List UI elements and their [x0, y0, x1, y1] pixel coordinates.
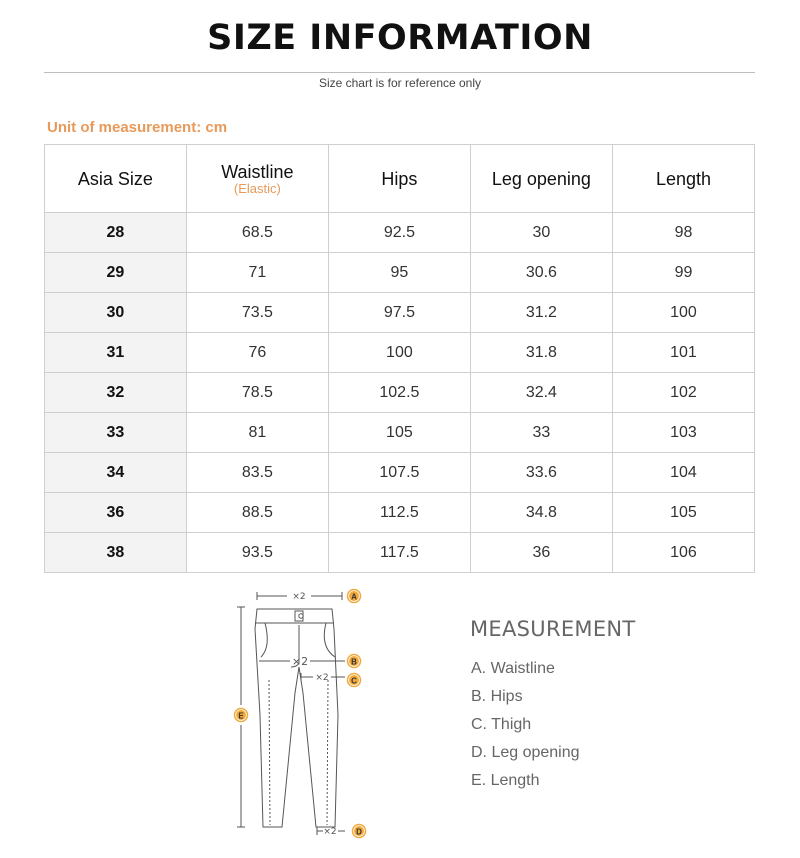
reference-note: Size chart is for reference only	[318, 76, 482, 90]
size-cell: 36	[45, 493, 187, 533]
multiplier-label: ×2	[292, 592, 306, 602]
multiplier-label: ×2	[315, 673, 329, 683]
table-cell: 107.5	[328, 453, 470, 493]
marker-c	[348, 674, 361, 687]
col-header-leg-opening	[470, 145, 612, 213]
table-row	[45, 373, 755, 413]
table-cell: 34.8	[470, 493, 612, 533]
size-table	[44, 144, 755, 573]
table-cell: 30.6	[470, 253, 612, 293]
size-cell: 30	[45, 293, 187, 333]
table-cell: 76	[186, 333, 328, 373]
table-cell: 30	[470, 213, 612, 253]
table-header-row	[45, 145, 755, 213]
col-header-label: Asia Size	[77, 168, 153, 189]
col-header-waistline	[186, 145, 328, 213]
unit-label: Unit of measurement: cm	[47, 119, 228, 136]
col-header-length	[612, 145, 754, 213]
table-cell: 100	[612, 293, 754, 333]
table-cell: 100	[328, 333, 470, 373]
marker-b	[348, 655, 361, 668]
col-header-hips	[328, 145, 470, 213]
table-cell: 103	[612, 413, 754, 453]
title-divider	[44, 72, 755, 73]
marker-label: B	[351, 657, 357, 667]
size-cell: 38	[45, 533, 187, 573]
table-cell: 73.5	[186, 293, 328, 333]
marker-label: C	[351, 676, 357, 686]
table-cell: 71	[186, 253, 328, 293]
table-cell: 97.5	[328, 293, 470, 333]
table-row	[45, 213, 755, 253]
list-item: E. Length	[471, 772, 540, 789]
table-cell: 105	[328, 413, 470, 453]
size-cell: 32	[45, 373, 187, 413]
table-cell: 102.5	[328, 373, 470, 413]
table-cell: 31.8	[470, 333, 612, 373]
table-cell: 31.2	[470, 293, 612, 333]
table-cell: 117.5	[328, 533, 470, 573]
col-header-label: Hips	[381, 168, 418, 189]
table-cell: 112.5	[328, 493, 470, 533]
size-cell: 34	[45, 453, 187, 493]
size-cell: 31	[45, 333, 187, 373]
table-cell: 78.5	[186, 373, 328, 413]
col-header-label: Leg opening	[491, 168, 591, 189]
col-header-label: Waistline	[221, 161, 294, 182]
marker-label: D	[356, 827, 362, 837]
table-cell: 105	[612, 493, 754, 533]
table-cell: 83.5	[186, 453, 328, 493]
measurement-title: MEASUREMENT	[470, 617, 636, 641]
col-header-label: Length	[655, 168, 711, 189]
marker-e	[235, 709, 248, 722]
table-row	[45, 333, 755, 373]
size-cell: 29	[45, 253, 187, 293]
marker-a	[348, 590, 361, 603]
table-cell: 68.5	[186, 213, 328, 253]
table-cell: 101	[612, 333, 754, 373]
col-header-note: (Elastic)	[233, 180, 281, 196]
list-item: A. Waistline	[471, 660, 555, 677]
table-cell: 104	[612, 453, 754, 493]
table-row	[45, 413, 755, 453]
table-cell: 81	[186, 413, 328, 453]
list-item: D. Leg opening	[471, 744, 580, 761]
multiplier-label: ×2	[291, 655, 309, 668]
table-cell: 32.4	[470, 373, 612, 413]
size-cell: 33	[45, 413, 187, 453]
table-cell: 95	[328, 253, 470, 293]
list-item: C. Thigh	[471, 716, 532, 733]
table-row	[45, 533, 755, 573]
table-row	[45, 253, 755, 293]
table-cell: 102	[612, 373, 754, 413]
table-cell: 99	[612, 253, 754, 293]
table-cell: 88.5	[186, 493, 328, 533]
table-cell: 33	[470, 413, 612, 453]
table-row	[45, 493, 755, 533]
table-cell: 106	[612, 533, 754, 573]
table-cell: 92.5	[328, 213, 470, 253]
table-row	[45, 293, 755, 333]
size-cell: 28	[45, 213, 187, 253]
marker-label: A	[351, 592, 357, 602]
marker-d	[353, 825, 366, 838]
measurement-legend	[471, 658, 580, 798]
list-item: B. Hips	[471, 688, 523, 705]
marker-label: E	[238, 711, 244, 721]
table-cell: 36	[470, 533, 612, 573]
col-header-asia-size	[45, 145, 187, 213]
page-title: SIZE INFORMATION	[207, 18, 593, 58]
table-cell: 33.6	[470, 453, 612, 493]
pants-measurement-diagram	[225, 585, 375, 845]
table-cell: 98	[612, 213, 754, 253]
table-cell: 93.5	[186, 533, 328, 573]
multiplier-label: ×2	[323, 827, 337, 837]
table-row	[45, 453, 755, 493]
